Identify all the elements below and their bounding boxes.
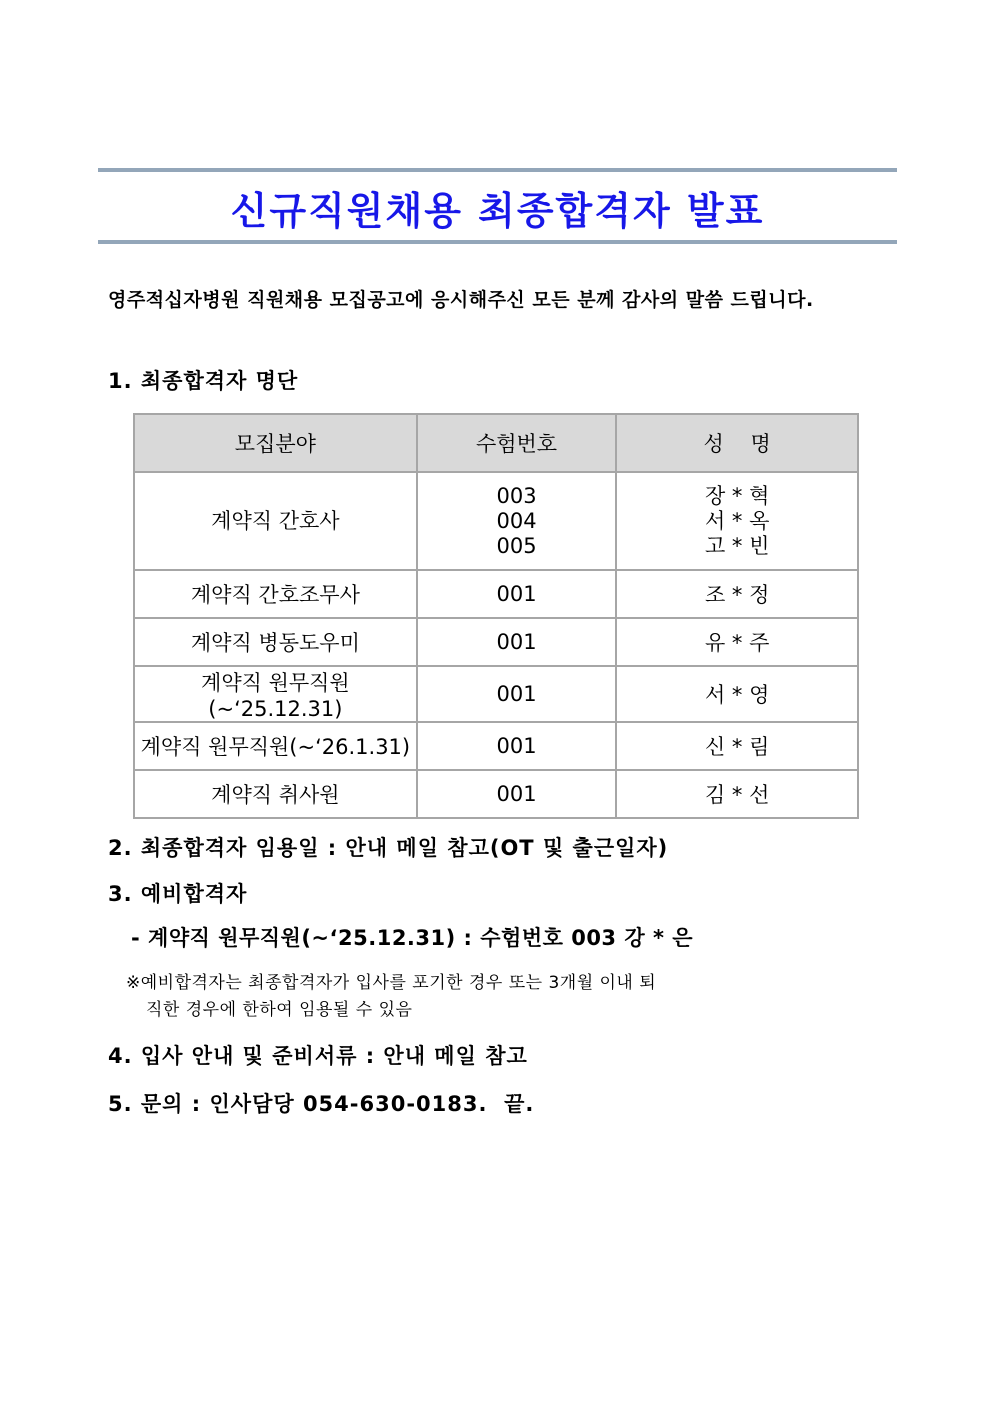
- section-2-heading: 2. 최종합격자 임용일 : 안내 메일 참고(OT 및 출근일자): [108, 836, 669, 860]
- section-4-heading: 4. 입사 안내 및 준비서류 : 안내 메일 참고: [108, 1044, 528, 1068]
- cell-name: 조 * 정: [616, 570, 858, 618]
- header-field: 모집분야: [134, 414, 417, 472]
- header-number: 수험번호: [417, 414, 617, 472]
- cell-numbers: [417, 472, 617, 570]
- intro-text: 영주적십자병원 직원채용 모집공고에 응시해주신 모든 분께 감사의 말씀 드립니다.: [108, 289, 814, 311]
- cell-field: 계약직 취사원: [134, 770, 417, 818]
- cell-field: 계약직 간호조무사: [134, 570, 417, 618]
- cell-number: 001: [417, 722, 617, 770]
- title-rule-bottom: [98, 240, 897, 244]
- cell-number: 003: [496, 483, 537, 508]
- cell-name: 유 * 주: [616, 618, 858, 666]
- cell-number: 001: [417, 618, 617, 666]
- table-row: [134, 722, 858, 770]
- cell-field: 계약직 간호사: [134, 472, 417, 570]
- header-name: 성 명: [616, 414, 858, 472]
- table-row: [134, 472, 858, 570]
- table-row: [134, 570, 858, 618]
- cell-name: 고 * 빈: [704, 533, 770, 558]
- cell-field: 계약직 원무직원(~‘26.1.31): [134, 722, 417, 770]
- table-row: [134, 618, 858, 666]
- cell-number: 004: [496, 508, 537, 533]
- cell-name: 서 * 옥: [704, 508, 770, 533]
- cell-name: 김 * 선: [616, 770, 858, 818]
- cell-number: 001: [417, 770, 617, 818]
- cell-number: 001: [417, 570, 617, 618]
- table-header-row: [134, 414, 858, 472]
- cell-field: 계약직 병동도우미: [134, 618, 417, 666]
- title-rule-top: [98, 168, 897, 172]
- cell-number: 005: [496, 533, 537, 558]
- note-line-2: 직한 경우에 한하여 임용될 수 있음: [146, 1000, 413, 1020]
- reserve-candidate: - 계약직 원무직원(~‘25.12.31) : 수험번호 003 강 * 은: [131, 926, 694, 950]
- cell-name: 신 * 림: [616, 722, 858, 770]
- page-title: 신규직원채용 최종합격자 발표: [230, 189, 765, 233]
- section-3-heading: 3. 예비합격자: [108, 882, 248, 906]
- cell-number: 001: [417, 666, 617, 722]
- reserve-note: [126, 970, 796, 1024]
- note-line-1: ※예비합격자는 최종합격자가 입사를 포기한 경우 또는 3개월 이내 퇴: [126, 973, 657, 993]
- table-row: [134, 770, 858, 818]
- cell-name: 장 * 혁: [704, 483, 770, 508]
- results-table: [133, 413, 859, 819]
- cell-field: 계약직 원무직원(~‘25.12.31): [134, 666, 417, 722]
- cell-name: 서 * 영: [616, 666, 858, 722]
- cell-names: [616, 472, 858, 570]
- section-1-heading: 1. 최종합격자 명단: [108, 369, 299, 393]
- table-row: [134, 666, 858, 722]
- section-5-heading: 5. 문의 : 인사담당 054-630-0183. 끝.: [108, 1092, 535, 1116]
